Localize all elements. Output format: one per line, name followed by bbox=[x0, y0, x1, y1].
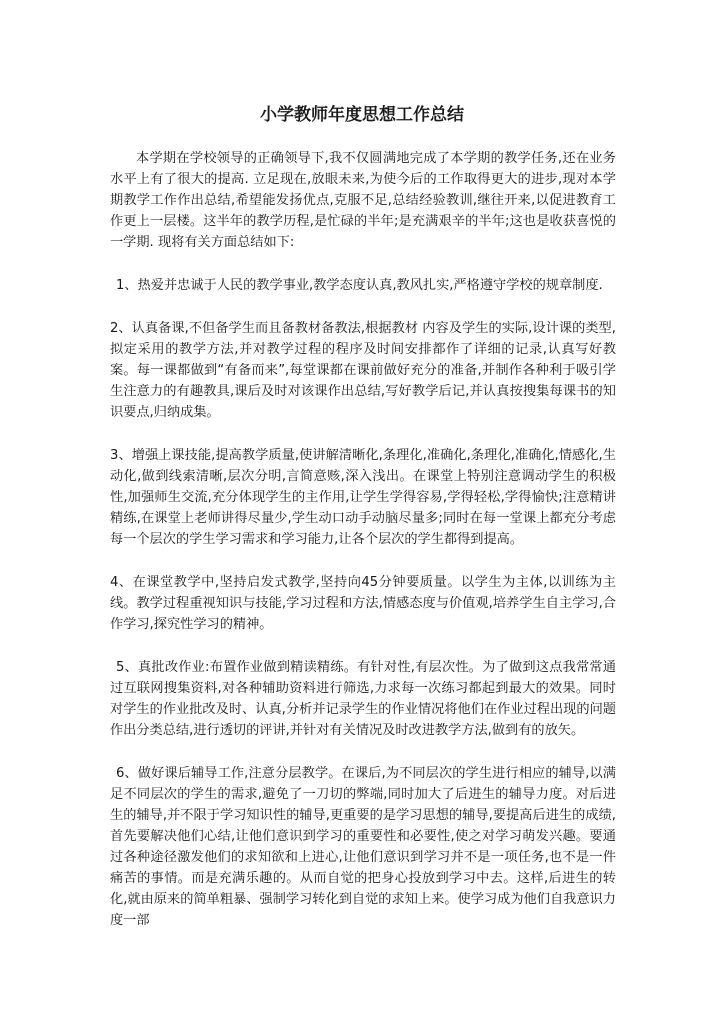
paragraph-intro: 本学期在学校领导的正确领导下,我不仅圆满地完成了本学期的教学任务,还在业务水平上有了很大的提高. 立足现在,放眼未来,为使今后的工作取得更大的进步,现对本学期教学工作作出总结,希望能发扬优点,克服不足,总结经验教训,继往开来,以促进教育工作更上一层楼。这半年的教学历程,是忙碌的半年;是充满艰辛的半年;这也是收获喜悦的一学期. 现将有关方面总结如下: bbox=[110, 151, 616, 250]
paragraph-item-6: 6、做好课后辅导工作,注意分层教学。在课后,为不同层次的学生进行相应的辅导,以满足不同层次的学生的需求,避免了一刀切的弊端,同时加大了后进生的辅导力度。对后进生的辅导,并不限于学习知识性的辅导,更重要的是学习思想的辅导,要提高后进生的成绩,首先要解决他们心结,让他们意识到学习的重要性和必要性,使之对学习萌发兴趣。要通过各种途径激发他们的求知欲和上进心,让他们意识到学习并不是一项任务,也不是一件痛苦的事情。而是充满乐趣的。从而自觉的把身心投放到学习中去。这样,后进生的转化,就由原来的简单粗暴、强制学习转化到自觉的求知上来。使学习成为他们自我意识力度一部 bbox=[110, 766, 616, 928]
paragraph-item-2: 2、认真备课,不但备学生而且备教材备教法,根据教材 内容及学生的实际,设计课的类型,拟定采用的教学方法,并对教学过程的程序及时间安排都作了详细的记录,认真写好教案。每一课都做到“有备而来”,每堂课都在课前做好充分的准备,并制作各种利于吸引学生注意力的有趣教具,课后及时对该课作出总结,写好教学后记,并认真按搜集每课书的知识要点,归纳成集。 bbox=[110, 321, 616, 420]
paragraph-item-3: 3、增强上课技能,提高教学质量,使讲解清晰化,条理化,准确化,条理化,准确化,情感化,生动化,做到线索清晰,层次分明,言简意赅,深入浅出。在课堂上特别注意调动学生的积极性,加强师生交流,充分体现学生的主作用,让学生学得容易,学得轻松,学得愉快;注意精讲精练,在课堂上老师讲得尽量少,学生动口动手动脑尽量多;同时在每一堂课上都充分考虑每一个层次的学生学习需求和学习能力,让各个层次的学生都得到提高。 bbox=[110, 448, 616, 547]
paragraph-item-4: 4、在课堂教学中,坚持启发式教学,坚持向45分钟要质量。以学生为主体,以训练为主线。教学过程重视知识与技能,学习过程和方法,情感态度与价值观,培养学生自主学习,合作学习,探究性学习的精神。 bbox=[110, 575, 616, 632]
paragraph-item-5: 5、真批改作业:布置作业做到精读精练。有针对性,有层次性。为了做到这点我常常通过互联网搜集资料,对各种辅助资料进行筛选,力求每一次练习都起到最大的效果。同时对学生的作业批改及时、认真,分析并记录学生的作业情况将他们在作业过程出现的问题作出分类总结,进行透切的评讲,并针对有关情况及时改进教学方法,做到有的放矢。 bbox=[110, 660, 616, 738]
document-title: 小学教师年度思想工作总结 bbox=[260, 105, 464, 125]
paragraph-item-1: 1、热爱并忠诚于人民的教学事业,教学态度认真,教风扎实,严格遵守学校的规章制度. bbox=[116, 278, 603, 293]
document-body bbox=[110, 148, 616, 953]
